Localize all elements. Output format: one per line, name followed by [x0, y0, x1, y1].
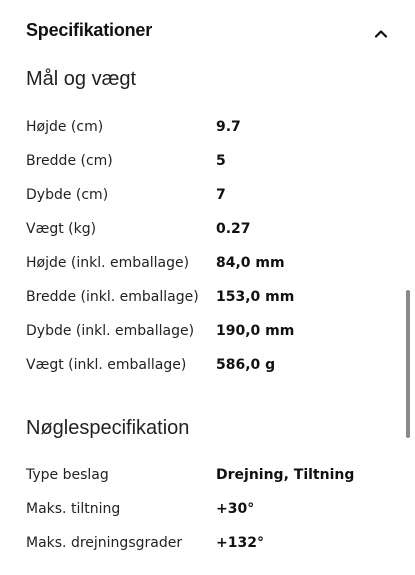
scrollbar-track[interactable] — [405, 0, 411, 575]
spec-value: 0.27 — [216, 221, 251, 237]
spec-row — [26, 497, 396, 521]
spec-value: Drejning, Tiltning — [216, 467, 355, 483]
scrollbar-thumb[interactable] — [406, 290, 410, 438]
spec-value: 153,0 mm — [216, 289, 295, 305]
spec-row — [26, 353, 396, 377]
spec-label: Maks. tiltning — [26, 501, 121, 517]
spec-row — [26, 251, 396, 275]
spec-label: Højde (cm) — [26, 119, 104, 135]
section-heading-key-specs: Nøglespecifikation — [26, 417, 190, 439]
chevron-up-icon — [374, 29, 388, 38]
spec-label: Vægt (kg) — [26, 221, 97, 237]
spec-row — [26, 149, 396, 173]
spec-label: Højde (inkl. emballage) — [26, 255, 190, 271]
spec-value: 5 — [216, 153, 226, 169]
specifications-title: Specifikationer — [26, 20, 153, 40]
spec-value: 190,0 mm — [216, 323, 295, 339]
spec-value: 586,0 g — [216, 357, 276, 373]
spec-row — [26, 531, 396, 555]
spec-label: Maks. drejningsgrader — [26, 535, 183, 551]
spec-label: Bredde (cm) — [26, 153, 113, 169]
spec-label: Dybde (inkl. emballage) — [26, 323, 195, 339]
spec-label: Vægt (inkl. emballage) — [26, 357, 187, 373]
spec-row — [26, 319, 396, 343]
spec-value: 9.7 — [216, 119, 241, 135]
spec-label: Bredde (inkl. emballage) — [26, 289, 199, 305]
spec-value: 7 — [216, 187, 226, 203]
spec-label: Dybde (cm) — [26, 187, 109, 203]
spec-value: +132° — [216, 535, 264, 551]
spec-value: 84,0 mm — [216, 255, 285, 271]
spec-row — [26, 115, 396, 139]
specifications-header[interactable] — [0, 0, 415, 66]
section-heading-dimensions: Mål og vægt — [26, 68, 137, 90]
spec-value: +30° — [216, 501, 255, 517]
spec-row — [26, 463, 396, 487]
spec-label: Type beslag — [26, 467, 109, 483]
spec-row — [26, 285, 396, 309]
spec-row — [26, 183, 396, 207]
spec-row — [26, 217, 396, 241]
collapse-button[interactable] — [370, 22, 392, 44]
